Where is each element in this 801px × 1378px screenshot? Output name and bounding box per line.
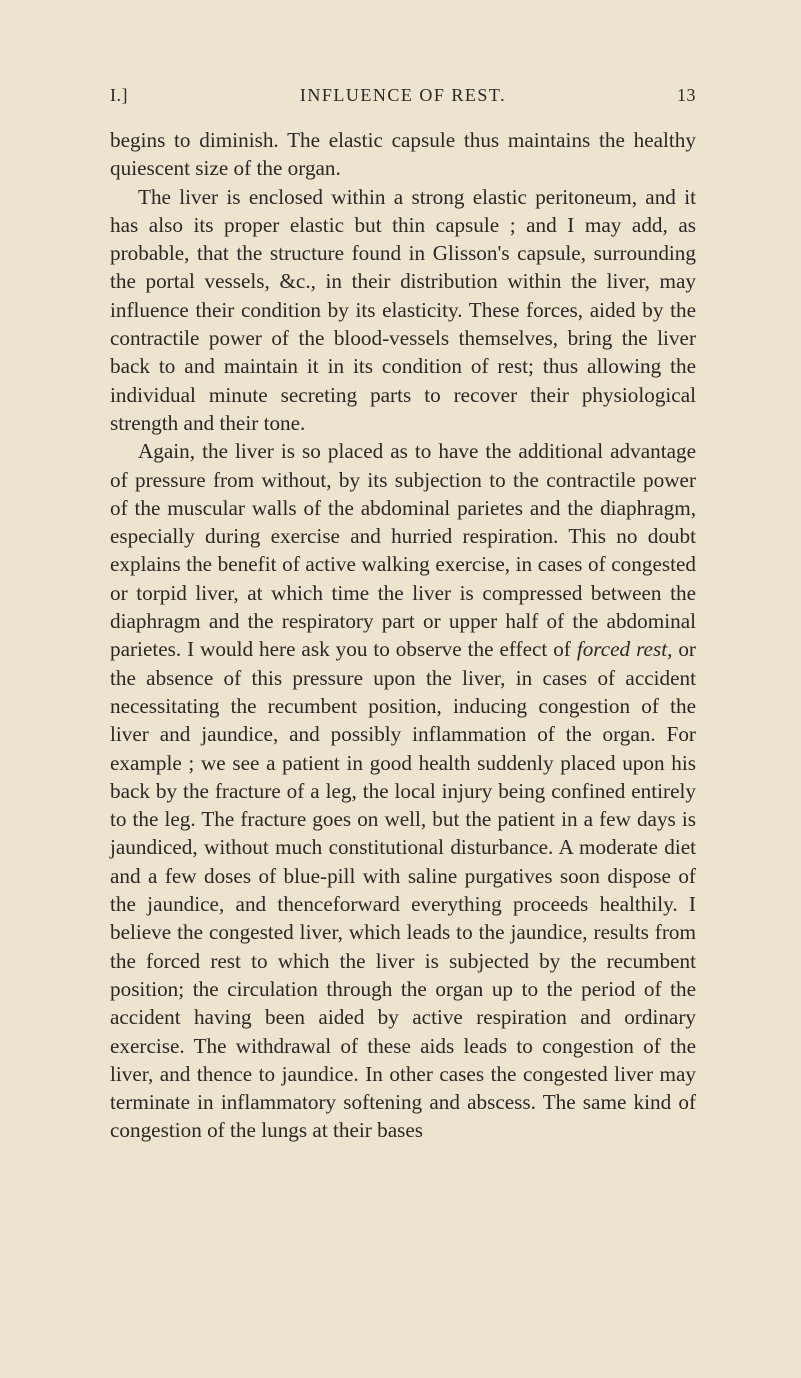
section-marker: I.] [110,85,128,105]
page-number: 13 [677,85,696,105]
paragraph-2: The liver is enclosed within a strong elastic peritoneum, and it has also its proper elastic but thin capsule ; and I may add, as probable, that the structure found in Glisson's capsule, surrounding the portal vessels, &c., in their distribution within the liver, may influence their condition by its elasticity. These forces, aided by the contractile power of the blood-vessels themselves, bring the liver back to and maintain it in its condition of rest; thus allowing the individual minute secreting parts to recover their physiological strength and their tone. [110,184,696,435]
running-title: INFLUENCE OF REST. [299,85,507,105]
emphasis-forced-rest: forced rest, [576,637,673,662]
paragraph-3 [110,437,696,1144]
body-text [110,126,696,1145]
paragraph-1: begins to diminish. The elastic capsule thus maintains the healthy quiescent size of the organ. [110,128,696,181]
paragraph-3-text-before: Again, the liver is so placed as to have the additional advantage of pressure from without, by its subjection to the contractile power of the muscular walls of the abdominal parietes and the diaphragm, especially during exercise and hurried respiration. This no doubt explains the benefit of active walking exercise, in cases of congested or torpid liver, at which time the liver is compressed between the diaphragm and the respiratory part or upper half of the abdominal parietes. I would here ask you to observe the effect of [110,439,696,662]
paragraph-3-text-after: or the absence of this pressure upon the liver, in cases of accident necessitating the recumbent position, inducing congestion of the liver and jaundice, and possibly inflammation of the organ. For example ; we see a patient in good health suddenly placed upon his back by the fracture of a leg, the local injury being confined entirely to the leg. The fracture goes on well, but the patient in a few days is jaundiced, without much constitutional disturbance. A moderate diet and a few doses of blue-pill with saline purgatives soon dispose of the jaundice, and thenceforward everything proceeds healthily. I believe the congested liver, which leads to the jaundice, results from the forced rest to which the liver is subjected by the recumbent position; the circulation through the organ up to the period of the accident having been aided by active respiration and ordinary exercise. The withdrawal of these aids leads to congestion of the liver, and thence to jaundice. In other cases the congested liver may terminate in inflammatory softening and abscess. The same kind of congestion of the lungs at their bases [110,637,696,1143]
running-head [110,85,696,109]
